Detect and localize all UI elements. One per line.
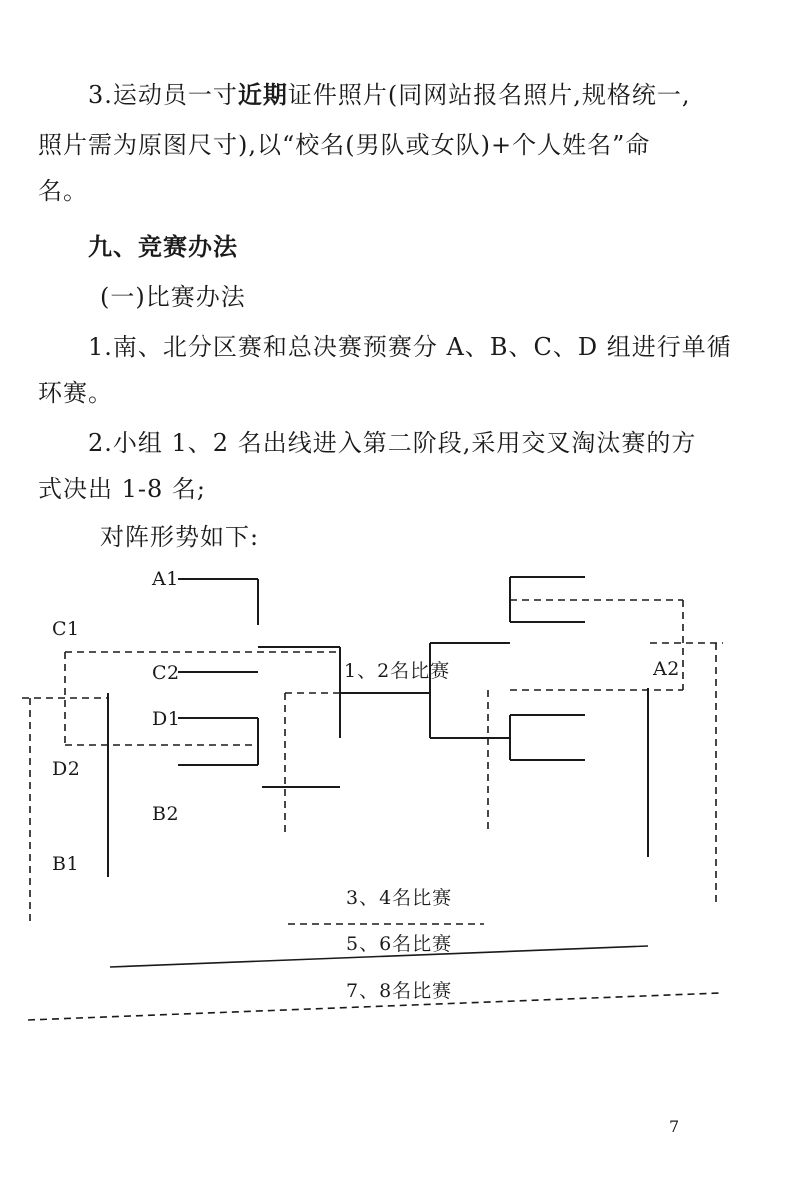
match-final-label: 1、2名比赛 bbox=[344, 660, 451, 682]
text-segment: 证件照片(同网站报名照片,规格统一, bbox=[287, 81, 691, 109]
rule-2-line-1: 2.小组 1、2 名出线进入第二阶段,采用交叉淘汰赛的方 bbox=[88, 429, 697, 457]
team-c2-label: C2 bbox=[152, 662, 180, 684]
match-7-8-label: 7、8名比赛 bbox=[346, 980, 453, 1002]
rule-2-line-2: 式决出 1-8 名; bbox=[38, 475, 206, 503]
team-d1-label: D1 bbox=[152, 708, 181, 730]
section-heading: 九、竞赛办法 bbox=[88, 232, 238, 261]
team-a2-label: A2 bbox=[653, 658, 680, 680]
bracket-intro: 对阵形势如下: bbox=[100, 523, 260, 551]
team-b2-label: B2 bbox=[152, 803, 180, 825]
emphasis-recent: 近期 bbox=[237, 80, 288, 109]
rule-1-line-1: 1.南、北分区赛和总决赛预赛分 A、B、C、D 组进行单循 bbox=[88, 333, 732, 361]
subsection-heading: (一)比赛办法 bbox=[100, 283, 246, 311]
team-c1-label: C1 bbox=[52, 618, 80, 640]
page-number: 7 bbox=[669, 1117, 680, 1136]
team-d2-label: D2 bbox=[52, 758, 81, 780]
match-3-4-label: 3、4名比赛 bbox=[346, 887, 453, 909]
match-5-6-label: 5、6名比赛 bbox=[346, 933, 453, 955]
paragraph-photo-line-2: 照片需为原图尺寸),以“校名(男队或女队)+个人姓名”命 bbox=[38, 131, 651, 159]
team-b1-label: B1 bbox=[52, 853, 80, 875]
team-a1-label: A1 bbox=[152, 568, 179, 590]
text-segment: 3.运动员一寸 bbox=[88, 81, 238, 109]
paragraph-photo-line-3: 名。 bbox=[38, 177, 88, 205]
rule-1-line-2: 环赛。 bbox=[38, 379, 113, 407]
